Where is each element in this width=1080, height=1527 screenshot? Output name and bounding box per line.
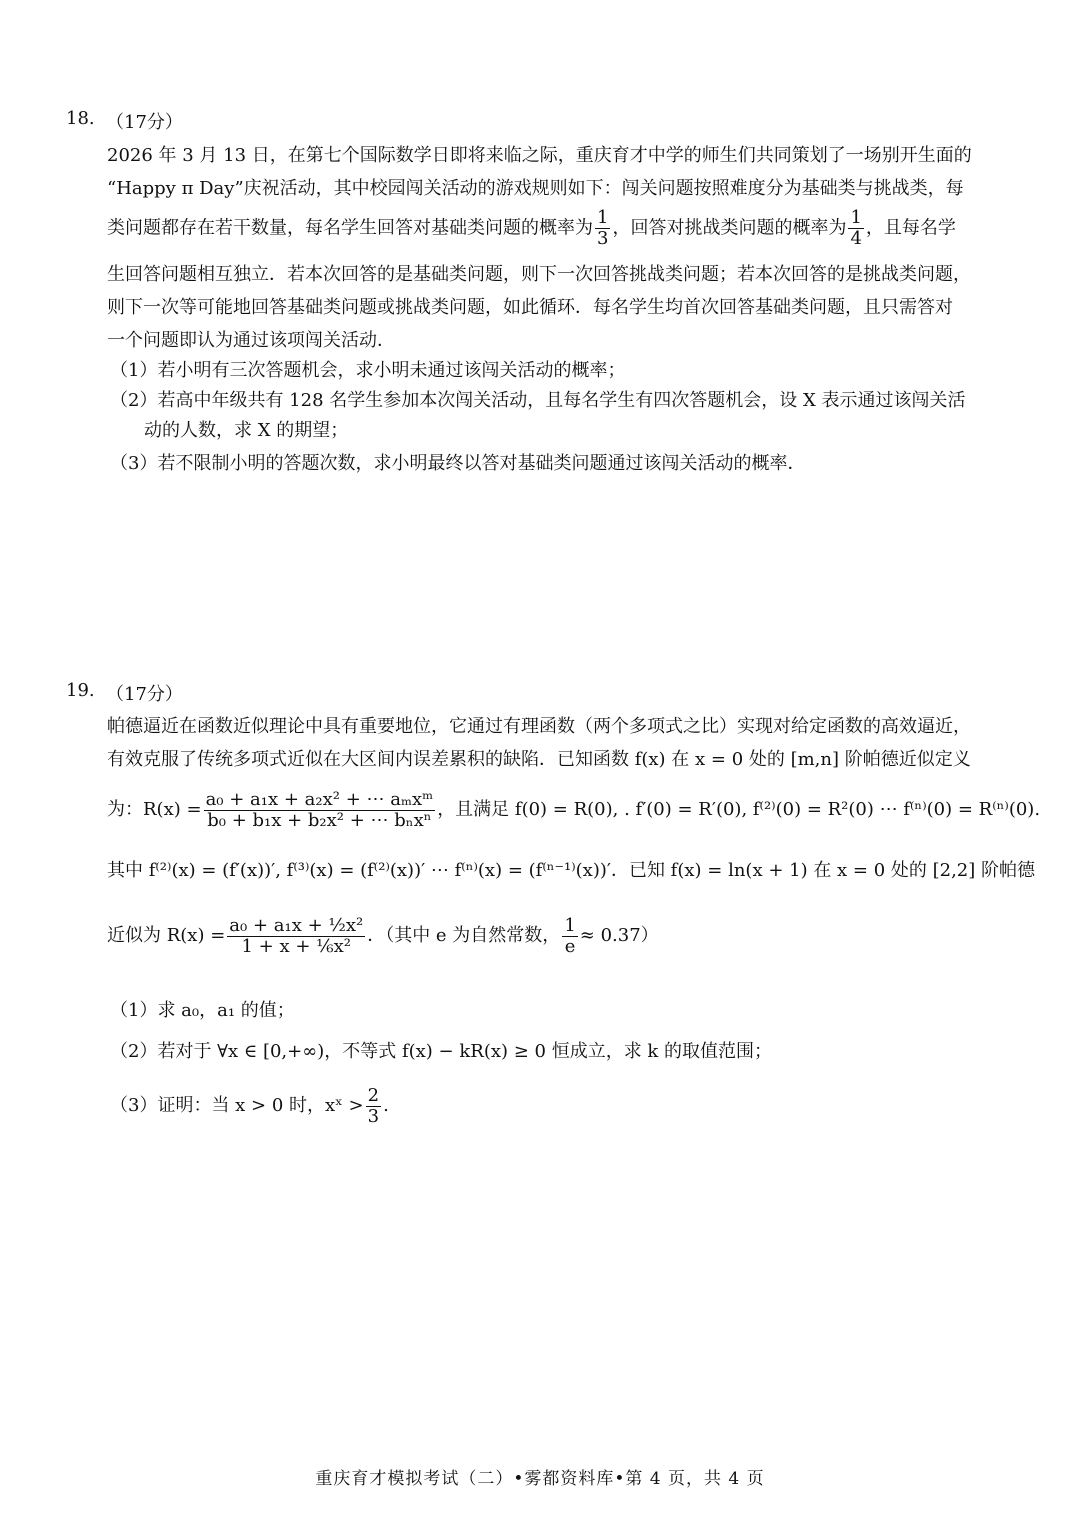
one-over-e-num: 1	[564, 914, 576, 936]
q19-sub2: （2）若对于 ∀x ∈ [0,+∞)，不等式 f(x) − kR(x) ≥ 0 恒成立，求 k 的取值范围；	[110, 1041, 773, 1062]
pade-approx-label: 近似为 R(x) =	[107, 925, 226, 946]
one-over-e-den: e	[564, 935, 576, 957]
pade-approx-num: a₀ + a₁x + ½x²	[229, 914, 364, 936]
q18-line-3-c: ，且每名学	[865, 217, 956, 239]
q18-line-4: 生回答问题相互独立．若本次回答的是基础类问题，则下一次回答挑战类问题；若本次回答的是挑战类问题，	[107, 264, 971, 285]
pade-general-num: a₀ + a₁x + a₂x² + ⋯ aₘxᵐ	[205, 788, 434, 810]
q19-number: 19.	[66, 680, 95, 701]
prob-challenge-fraction	[848, 208, 863, 249]
q18-score: （17分）	[106, 112, 183, 133]
q19-sub3	[110, 1084, 389, 1128]
prob-challenge-num: 1	[850, 207, 862, 228]
pade-general-den: b₀ + b₁x + b₂x² + ⋯ bₙxⁿ	[207, 809, 432, 831]
q19-line-2: 有效克服了传统多项式近似在大区间内误差累积的缺陷．已知函数 f(x) 在 x = 0 处的 [m,n] 阶帕德近似定义	[107, 749, 971, 770]
pade-approx-den: 1 + x + ⅙x²	[241, 935, 351, 957]
q19-line-5	[107, 906, 659, 966]
pade-general-fraction	[204, 790, 436, 831]
pade-approx-note: ．（其中 e 为自然常数，	[367, 925, 561, 946]
q18-line-3-a: 类问题都存在若干数量，每名学生回答对基础类问题的概率为	[107, 217, 593, 239]
q18-sub2-b: 动的人数，求 X 的期望；	[144, 420, 349, 441]
q19-score: （17分）	[106, 684, 183, 705]
q19-line-4: 其中 f⁽²⁾(x) = (f′(x))′, f⁽³⁾(x) = (f⁽²⁾(x))′ ⋯ f⁽ⁿ⁾(x) = (f⁽ⁿ⁻¹⁾(x))′．已知 f(x) = ln(x + 1) 在 x = 0 处的 [2,2] 阶帕德	[107, 860, 1036, 881]
q18-sub1: （1）若小明有三次答题机会，求小明未通过该闯关活动的概率；	[110, 360, 626, 381]
q18-sub2-a: （2）若高中年级共有 128 名学生参加本次闯关活动，且每名学生有四次答题机会，设 X 表示通过该闯关活	[110, 390, 966, 411]
page-footer: 重庆育才模拟考试（二）•雾都资料库•第 4 页，共 4 页	[315, 1469, 765, 1489]
prob-basic-den: 3	[597, 228, 609, 249]
q18-line-1: 2026 年 3 月 13 日，在第七个国际数学日即将来临之际，重庆育才中学的师生们共同策划了一场别开生面的	[107, 145, 972, 166]
q19-sub3-end: .	[383, 1095, 389, 1116]
two-thirds-fraction	[366, 1086, 381, 1127]
one-over-e-fraction	[562, 916, 577, 957]
prob-challenge-den: 4	[850, 228, 862, 249]
q18-line-3-b: ，回答对挑战类问题的概率为	[612, 217, 847, 239]
prob-basic-num: 1	[597, 207, 609, 228]
two-thirds-num: 2	[367, 1084, 380, 1106]
pade-definition-label: 为：R(x) =	[107, 799, 202, 820]
q18-line-3	[107, 208, 956, 249]
q18-line-2: “Happy π Day”庆祝活动，其中校园闯关活动的游戏规则如下：闯关问题按照难度分为基础类与挑战类，每	[107, 178, 964, 199]
two-thirds-den: 3	[367, 1105, 380, 1127]
pade-conditions: ，且满足 f(0) = R(0), . f′(0) = R′(0), f⁽²⁾(0) = R²(0) ⋯ f⁽ⁿ⁾(0) = R⁽ⁿ⁾(0).	[437, 799, 1041, 820]
q19-line-3	[107, 788, 1040, 832]
q19-line-1: 帕德逼近在函数近似理论中具有重要地位，它通过有理函数（两个多项式之比）实现对给定函数的高效逼近，	[107, 716, 971, 737]
q19-sub1: （1）求 a₀，a₁ 的值；	[110, 1000, 295, 1021]
q18-line-5: 则下一次等可能地回答基础类问题或挑战类问题，如此循环．每名学生均首次回答基础类问题，且只需答对	[107, 297, 953, 318]
q19-sub3-text: （3）证明：当 x > 0 时，xˣ >	[110, 1095, 364, 1116]
prob-basic-fraction	[595, 208, 610, 249]
q18-number: 18.	[66, 108, 95, 129]
q18-sub3: （3）若不限制小明的答题次数，求小明最终以答对基础类问题通过该闯关活动的概率．	[110, 453, 806, 474]
one-over-e-approx: ≈ 0.37）	[579, 925, 659, 946]
q18-line-6: 一个问题即认为通过该项闯关活动．	[107, 330, 395, 351]
pade-approx-fraction	[227, 916, 365, 957]
